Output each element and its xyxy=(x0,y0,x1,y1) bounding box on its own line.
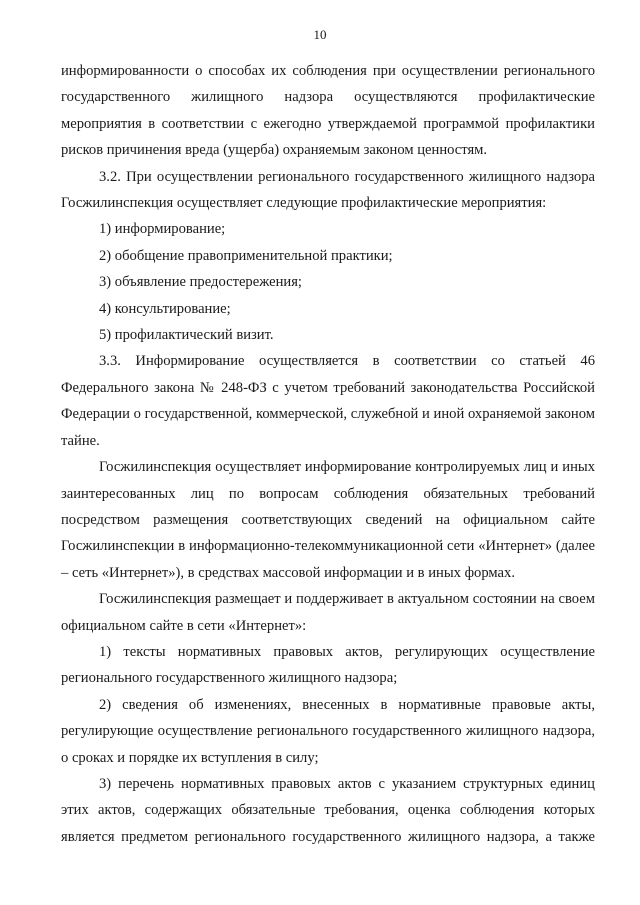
page-number: 10 xyxy=(313,27,327,42)
list-item: 1) информирование; xyxy=(99,221,226,238)
list-item: 2) обобщение правоприменительной практики; xyxy=(99,247,393,264)
paragraph-informing: Госжилинспекция осуществляет информирование контролируемых лиц и иных заинтересованных лиц по вопросам соблюдения обязательных требований посредством размещения соответствующих сведений на официальном сайте Госжилинспекции в информационно-телекоммуникационной сети «Интернет» (далее – сеть «Интернет»), в средствах массовой информации и в иных формах. xyxy=(61,459,595,581)
paragraph-3-2: 3.2. При осуществлении регионального государственного жилищного надзора Госжилинспекция осуществляет следующие профилактические мероприятия: xyxy=(61,168,595,212)
list-item: 1) тексты нормативных правовых актов, регулирующих осуществление регионального государственного жилищного надзора; xyxy=(61,643,595,687)
list-item: 2) сведения об изменениях, внесенных в нормативные правовые акты, регулирующие осуществление регионального государственного жилищного надзора, о сроках и порядке их вступления в силу; xyxy=(61,696,595,766)
paragraph-3-3: 3.3. Информирование осуществляется в соответствии со статьей 46 Федерального закона № 248-ФЗ с учетом требований законодательства Российской Федерации о государственной, коммерческой, служебной и иной охраняемой законом тайне. xyxy=(61,353,595,449)
list-item: 5) профилактический визит. xyxy=(99,327,274,344)
list-item: 3) перечень нормативных правовых актов с указанием структурных единиц этих актов, содержащих обязательные требования, оценка соблюдения которых является предметом регионального государственного жилищного надзора, а также xyxy=(61,775,595,845)
document-body xyxy=(61,58,595,850)
list-item: 4) консультирование; xyxy=(99,300,231,317)
list-item: 3) объявление предостережения; xyxy=(99,274,302,291)
paragraph-continuation: информированности о способах их соблюдения при осуществлении регионального государственного жилищного надзора осуществляются профилактические мероприятия в соответствии с ежегодно утверждаемой программой профилактики рисков причинения вреда (ущерба) охраняемым законом ценностям. xyxy=(61,63,595,159)
paragraph-publishing: Госжилинспекция размещает и поддерживает в актуальном состоянии на своем официальном сайте в сети «Интернет»: xyxy=(61,591,595,634)
